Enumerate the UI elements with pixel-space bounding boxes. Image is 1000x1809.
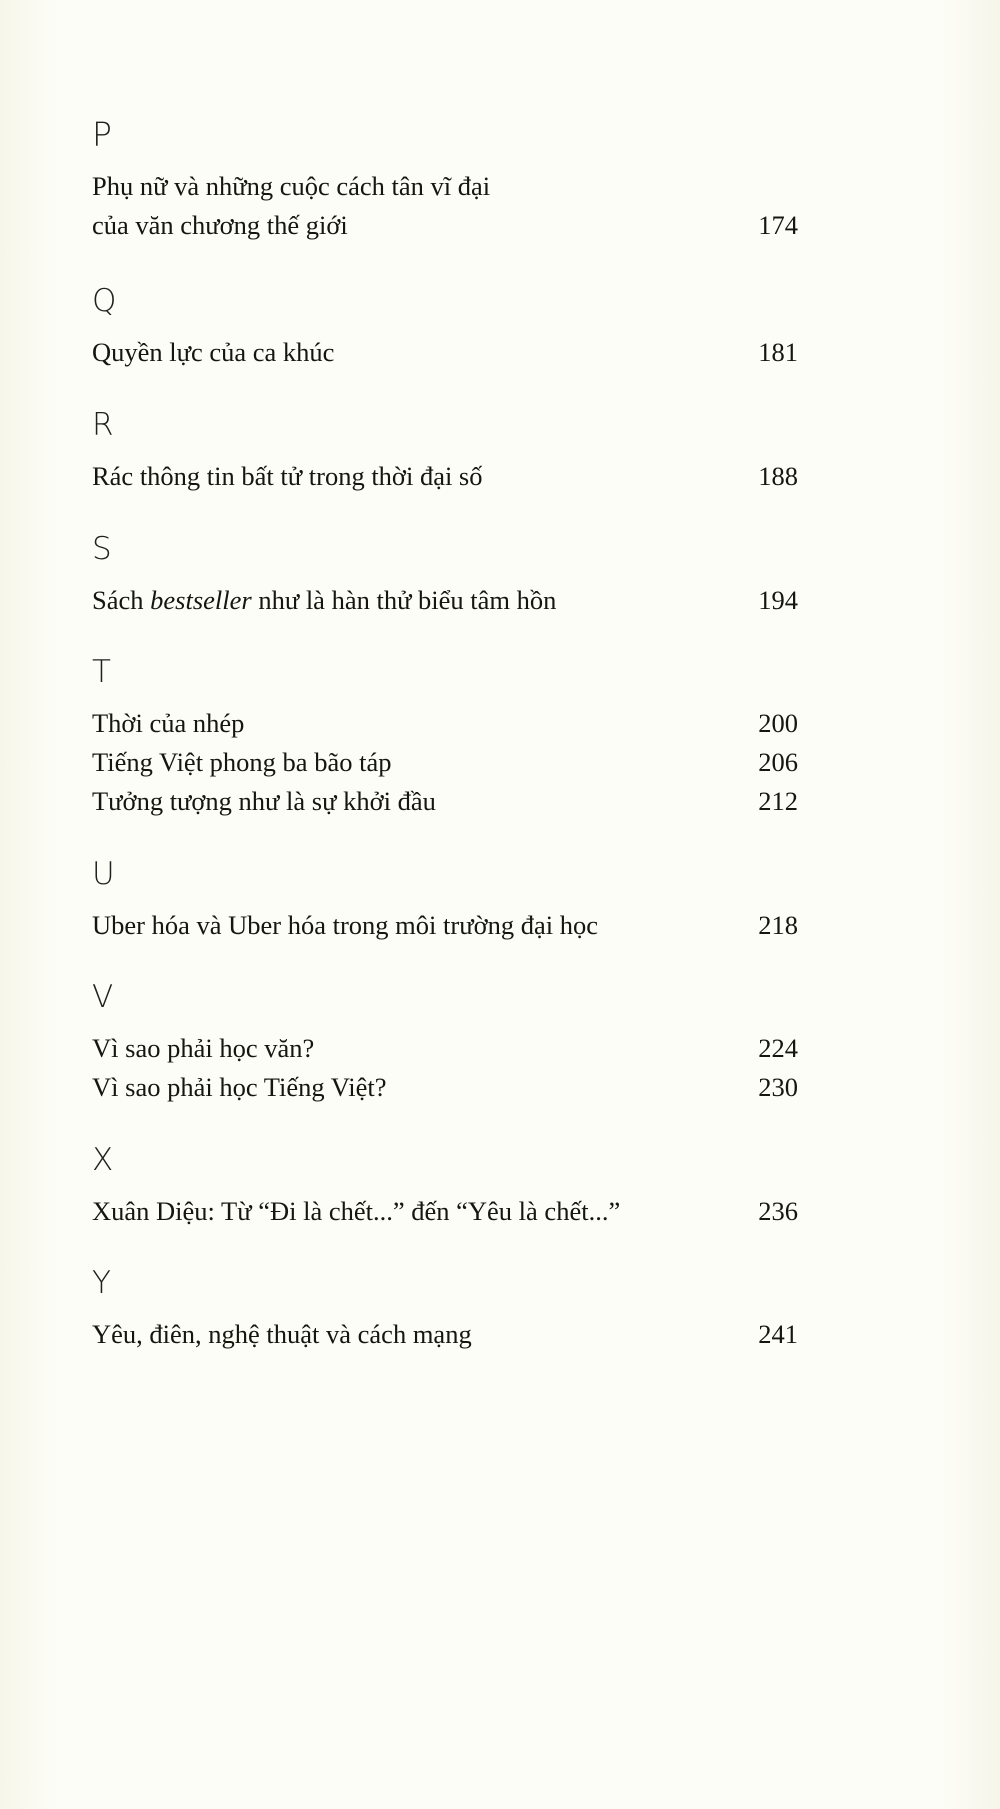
toc-entry-page-number: 241 [758,1319,798,1350]
toc-entry-title: Vì sao phải học văn? [92,1033,315,1064]
toc-entry-list [92,1192,798,1231]
toc-entry-page-number: 206 [758,747,798,778]
toc-entry-page-number: 188 [758,461,798,492]
toc-entry[interactable] [92,782,798,821]
toc-entry-page-number: 212 [758,785,798,816]
toc-entry-page-number: 200 [758,708,798,739]
toc-entry-list [92,333,798,372]
group-spacer [92,244,798,286]
toc-group [92,115,798,244]
toc-group [92,855,798,945]
toc-entry[interactable] [92,743,798,782]
toc-entry[interactable] [92,1315,798,1354]
group-spacer [92,944,798,982]
toc-entry-page-number: 194 [758,584,798,615]
toc-group [92,1141,798,1231]
toc-group [92,979,798,1106]
toc-entry-title: Phụ nữ và những cuộc cách tân vĩ đại [92,171,491,201]
toc-entry[interactable] [92,1192,798,1231]
toc-entry-list [92,704,798,820]
toc-entry-list [92,581,798,620]
toc-entry-title: Tiếng Việt phong ba bão táp [92,747,392,778]
toc-entry-title: Uber hóa và Uber hóa trong môi trường đại học [92,909,598,940]
toc-entry[interactable] [92,333,798,372]
group-spacer [92,372,798,410]
toc-entry[interactable] [92,704,798,743]
group-spacer [92,821,798,859]
toc-entry-list [92,457,798,496]
toc-group-letter: R [92,407,115,444]
group-spacer [92,1230,798,1268]
toc-entry-list [92,1315,798,1354]
toc-entry-list [92,167,798,244]
toc-entry[interactable] [92,167,798,206]
toc-group [92,283,798,372]
toc-entry-title: Vì sao phải học Tiếng Việt? [92,1071,387,1102]
toc-entry-page-number: 174 [758,209,798,240]
toc-group-letter: Y [92,1265,112,1302]
toc-group-letter: U [92,855,116,892]
toc-entry-title: Rác thông tin bất tử trong thời đại số [92,461,483,492]
toc-entry-title: Yêu, điên, nghệ thuật và cách mạng [92,1319,472,1350]
group-spacer [92,1107,798,1145]
toc-entry-page-number: 230 [758,1071,798,1102]
toc-entry-title: Sách bestseller như là hàn thử biểu tâm hồn [92,584,557,615]
toc-group-letter: S [92,530,113,567]
toc-entry[interactable] [92,906,798,945]
toc-group [92,407,798,496]
toc-entry-title: của văn chương thế giới [92,209,348,240]
toc-entry-title: Tưởng tượng như là sự khởi đầu [92,785,436,816]
toc-group-letter: X [92,1141,115,1178]
toc-group [92,530,798,620]
toc-entry[interactable] [92,581,798,620]
toc-group-letter: P [92,115,113,154]
toc-group-letter: T [92,654,112,691]
toc-group [92,1265,798,1354]
toc-entry-page-number: 236 [758,1195,798,1226]
toc-entry-list [92,906,798,945]
toc-entry-page-number: 218 [758,909,798,940]
toc-group-letter: Q [92,283,118,320]
group-spacer [92,496,798,534]
group-spacer [92,619,798,657]
toc-entry-title: Thời của nhép [92,708,245,739]
toc-entry-title: Quyền lực của ca khúc [92,337,335,368]
toc-entry[interactable] [92,1068,798,1107]
toc-group-letter: V [92,979,115,1016]
toc-entry[interactable] [92,1029,798,1068]
table-of-contents [92,115,798,1392]
toc-entry-title-italic: bestseller [150,584,252,615]
toc-entry-page-number: 224 [758,1033,798,1064]
toc-group [92,654,798,820]
toc-entry[interactable] [92,206,798,245]
toc-entry[interactable] [92,457,798,496]
toc-entry-title: Xuân Diệu: Từ “Đi là chết...” đến “Yêu là chết...” [92,1195,621,1226]
group-spacer [92,1354,798,1392]
toc-entry-list [92,1029,798,1106]
toc-entry-page-number: 181 [758,337,798,368]
